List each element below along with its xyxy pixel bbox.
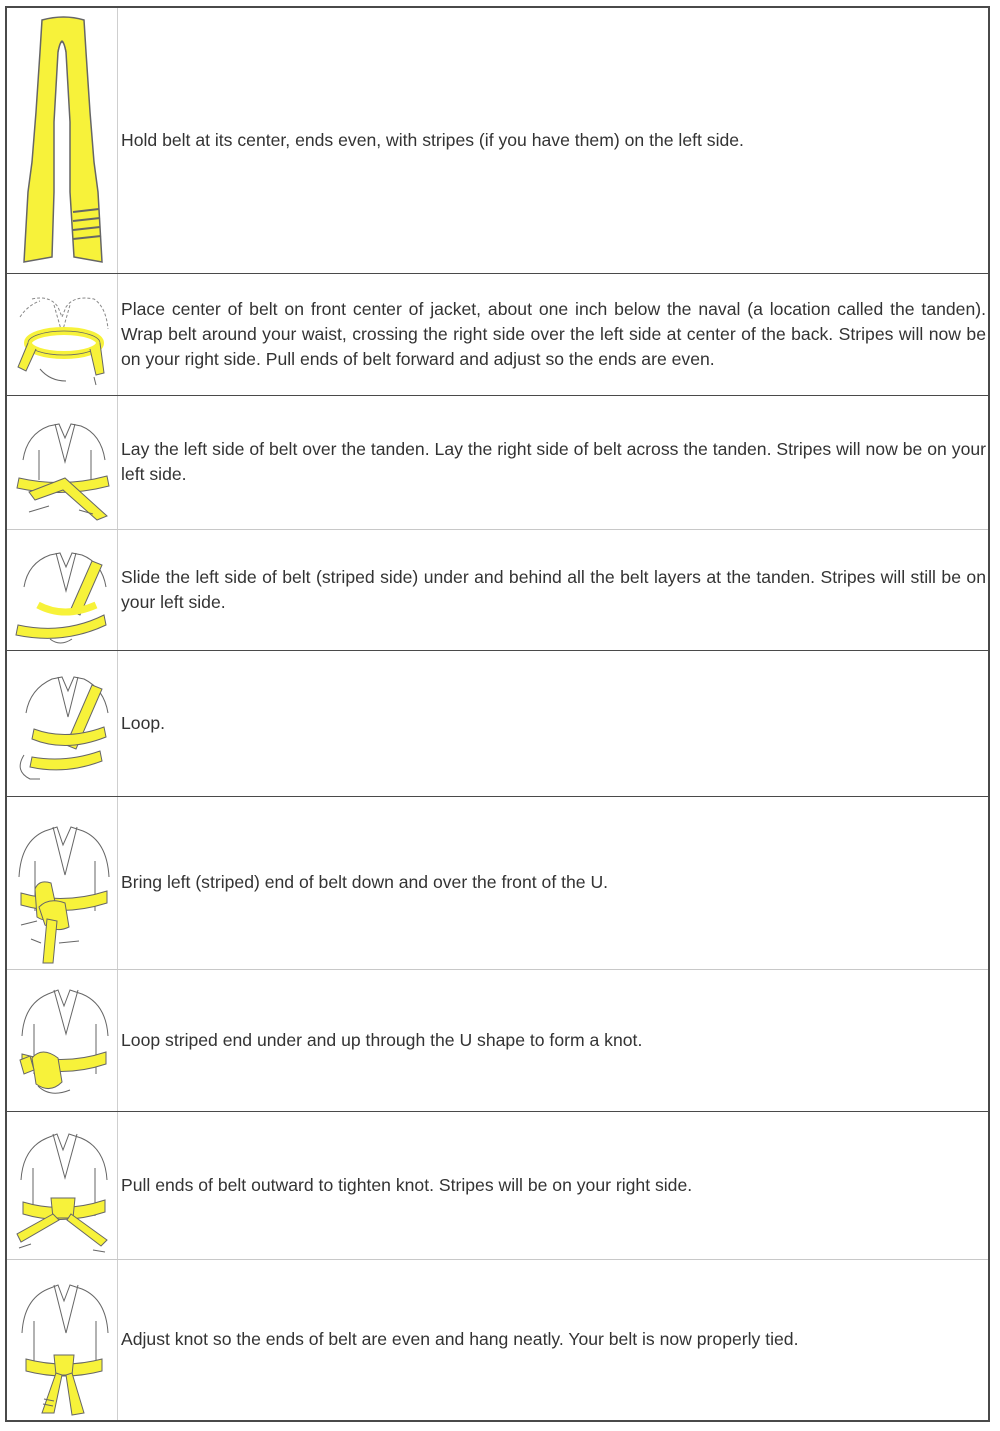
step-illustration-cell [6, 273, 118, 395]
belt-properly-tied-illustration [10, 1263, 114, 1417]
step-illustration-cell [6, 796, 118, 969]
step-instruction: Loop striped end under and up through the U shape to form a knot. [118, 969, 990, 1111]
belt-crossed-over-tanden-illustration [9, 400, 115, 524]
step-instruction: Slide the left side of belt (striped side) under and behind all the belt layers at the tanden. Stripes will still be on your left side. [118, 529, 990, 650]
belt-loop-illustration [10, 655, 114, 791]
step-instruction: Pull ends of belt outward to tighten knot. Stripes will be on your right side. [118, 1111, 990, 1259]
step-illustration-cell [6, 1111, 118, 1259]
step-instruction: Adjust knot so the ends of belt are even and hang neatly. Your belt is now properly tied. [118, 1259, 990, 1421]
step-instruction: Place center of belt on front center of jacket, about one inch below the naval (a location called the tanden). Wrap belt around your waist, crossing the right side over the left side at center of the back. Stripes will now be on your right side. Pull ends of belt forward and adjust so the ends are even. [118, 273, 990, 395]
step-row [6, 796, 989, 969]
step-row [6, 273, 989, 395]
step-illustration-cell [6, 650, 118, 796]
step-row [6, 1111, 989, 1259]
step-row [6, 650, 989, 796]
belt-held-at-center-illustration [12, 12, 112, 268]
step-instruction: Hold belt at its center, ends even, with stripes (if you have them) on the left side. [118, 7, 990, 273]
step-instruction: Loop. [118, 650, 990, 796]
belt-knot-tightened-illustration [9, 1116, 115, 1254]
belt-wrapped-around-waist-illustration [10, 277, 114, 391]
step-illustration-cell [6, 7, 118, 273]
step-row [6, 7, 989, 273]
belt-end-slid-under-layers-illustration [10, 535, 114, 645]
step-row [6, 1259, 989, 1421]
step-instruction: Bring left (striped) end of belt down and over the front of the U. [118, 796, 990, 969]
step-row [6, 395, 989, 529]
step-illustration-cell [6, 1259, 118, 1421]
belt-end-over-u-illustration [9, 801, 115, 965]
belt-tying-steps-table [5, 6, 990, 1422]
step-instruction: Lay the left side of belt over the tanden. Lay the right side of belt across the tanden. Stripes will now be on your left side. [118, 395, 990, 529]
step-row [6, 529, 989, 650]
step-illustration-cell [6, 395, 118, 529]
step-row [6, 969, 989, 1111]
belt-end-through-u-illustration [10, 974, 114, 1106]
step-illustration-cell [6, 529, 118, 650]
step-illustration-cell [6, 969, 118, 1111]
